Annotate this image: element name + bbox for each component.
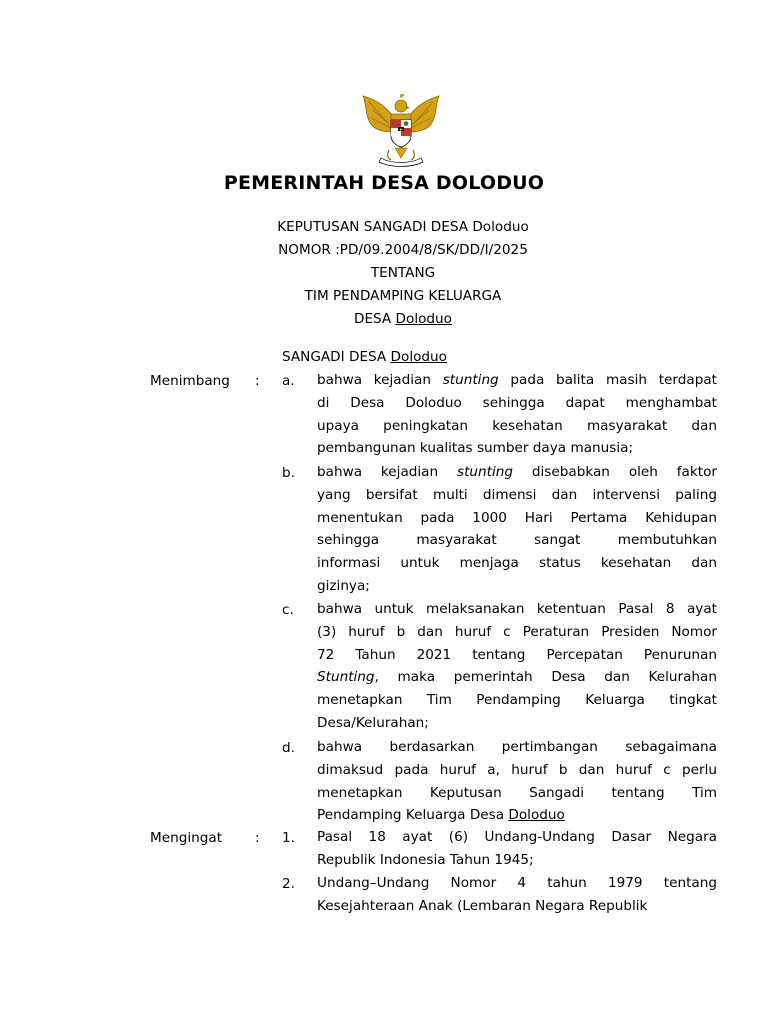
mengingat-label: Mengingat bbox=[150, 830, 223, 846]
text-line: dimaksud pada huruf a, huruf b dan huruf c perlu bbox=[317, 761, 717, 778]
list-marker: 1. bbox=[282, 830, 295, 846]
text-line: menetapkan Keputusan Sangadi tentang Tim bbox=[317, 784, 717, 801]
list-marker: a. bbox=[282, 373, 295, 389]
text-line: di Desa Doloduo sehingga dapat menghambat bbox=[317, 394, 717, 411]
list-marker: b. bbox=[282, 465, 295, 481]
text-line: 72 Tahun 2021 tentang Percepatan Penurunan bbox=[317, 646, 717, 663]
menimbang-label: Menimbang bbox=[150, 373, 230, 389]
village-heading bbox=[0, 311, 768, 327]
list-item-text bbox=[317, 826, 717, 872]
text-line: Pendamping Keluarga Desa Doloduo bbox=[317, 807, 565, 824]
subject-heading: TIM PENDAMPING KELUARGA bbox=[304, 288, 502, 304]
issuer-name: Doloduo bbox=[390, 349, 447, 365]
text-line: Stunting, maka pemerintah Desa dan Kelurahan bbox=[317, 669, 717, 686]
decree-number: NOMOR :PD/09.2004/8/SK/DD/I/2025 bbox=[278, 242, 528, 258]
list-item-text bbox=[317, 461, 717, 598]
list-marker: c. bbox=[282, 602, 294, 618]
text-line: bahwa untuk melaksanakan ketentuan Pasal 8 ayat bbox=[317, 601, 717, 617]
text-line: Desa/Kelurahan; bbox=[317, 714, 429, 731]
text-line: bahwa kejadian stunting pada balita masih terdapat bbox=[317, 372, 718, 388]
text-line: yang bersifat multi dimensi dan intervensi paling bbox=[317, 486, 717, 503]
text-line: menentukan pada 1000 Hari Pertama Kehidupan bbox=[317, 509, 717, 526]
page-title: PEMERINTAH DESA DOLODUO bbox=[223, 172, 545, 194]
decree-line: KEPUTUSAN SANGADI DESA Doloduo bbox=[277, 219, 529, 235]
text-line: (3) huruf b dan huruf c Peraturan Presiden Nomor bbox=[317, 623, 717, 640]
garuda-emblem-icon bbox=[357, 92, 445, 168]
issuer-prefix: SANGADI DESA bbox=[282, 349, 391, 365]
text-line: Undang–Undang Nomor 4 tahun 1979 tentang bbox=[317, 875, 717, 891]
about-heading: TENTANG bbox=[370, 265, 436, 281]
text-line: bahwa berdasarkan pertimbangan sebagaimana bbox=[317, 739, 717, 755]
text-line: Pasal 18 ayat (6) Undang-Undang Dasar Negara bbox=[317, 829, 717, 845]
text-line: menetapkan Tim Pendamping Keluarga tingkat bbox=[317, 692, 717, 709]
list-item-text bbox=[317, 872, 717, 918]
text-line: bahwa kejadian stunting disebabkan oleh faktor bbox=[317, 464, 717, 480]
text-line: pembangunan kualitas sumber daya manusia; bbox=[317, 440, 634, 457]
text-line: Republik Indonesia Tahun 1945; bbox=[317, 851, 534, 868]
list-marker: 2. bbox=[282, 876, 295, 892]
text-line: informasi untuk menjaga status kesehatan dan bbox=[317, 555, 717, 572]
list-item-text bbox=[317, 598, 717, 735]
issuer-line bbox=[282, 349, 447, 365]
list-item-text bbox=[317, 369, 717, 460]
village-prefix: DESA bbox=[353, 311, 396, 327]
village-name: Doloduo bbox=[395, 311, 452, 327]
text-line: upaya peningkatan kesehatan masyarakat dan bbox=[317, 417, 717, 434]
text-line: sehingga masyarakat sangat membutuhkan bbox=[317, 532, 717, 549]
menimbang-colon: : bbox=[255, 373, 260, 389]
list-item-text bbox=[317, 736, 717, 827]
text-line: Kesejahteraan Anak (Lembaran Negara Republik bbox=[317, 897, 648, 914]
text-line: gizinya; bbox=[317, 577, 370, 594]
list-marker: d. bbox=[282, 740, 295, 756]
mengingat-colon: : bbox=[255, 830, 260, 846]
